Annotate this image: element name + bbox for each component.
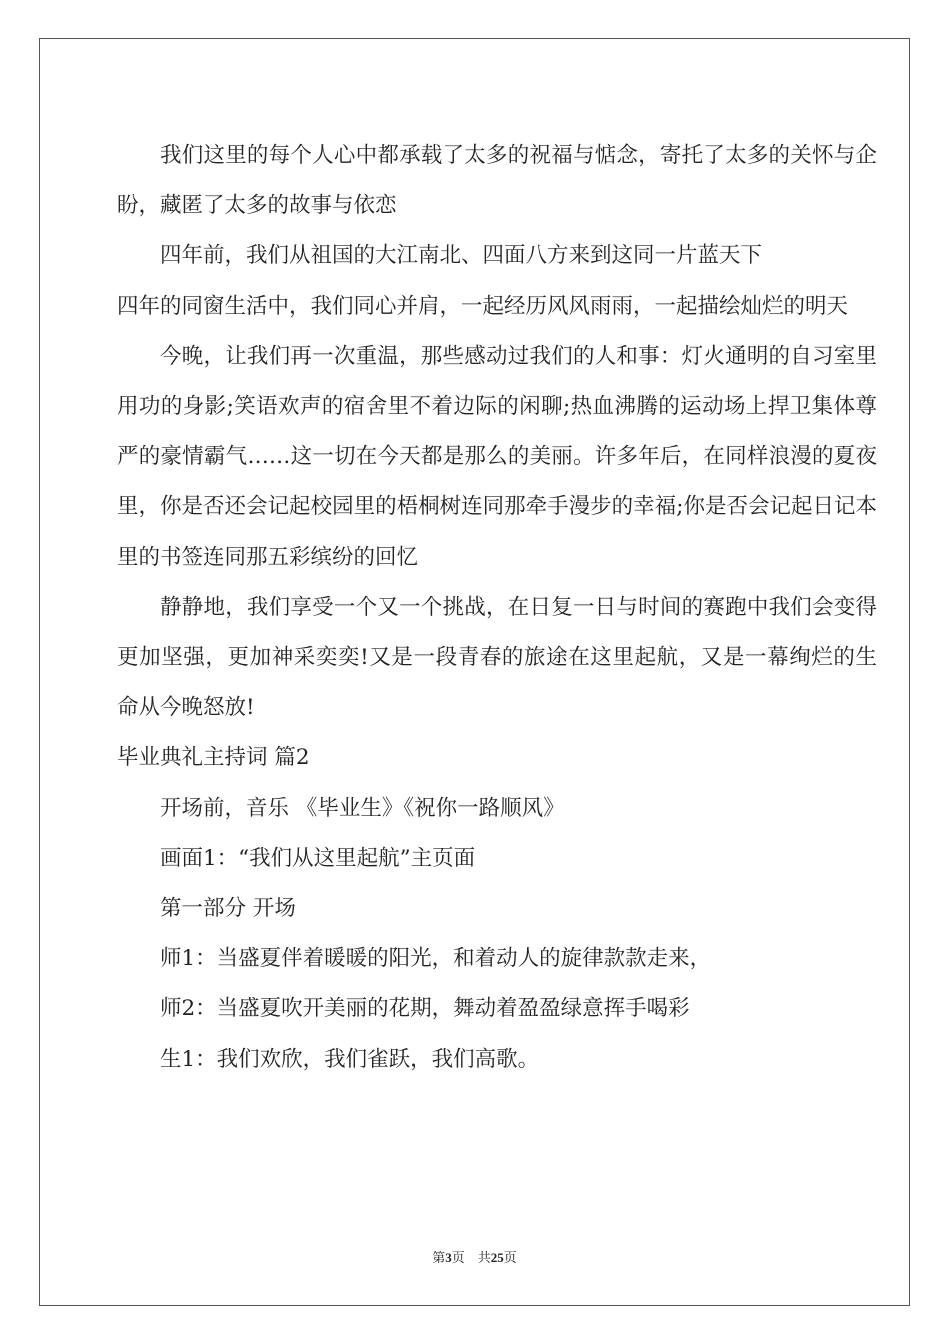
total-page-number: 25	[490, 1250, 504, 1265]
paragraph: 第一部分 开场	[160, 896, 296, 922]
paragraph: 我们这里的每个人心中都承载了太多的祝福与惦念，寄托了太多的关怀与企盼，藏匿了太多的故事与依恋	[117, 143, 877, 219]
page-prefix: 第	[432, 1251, 446, 1266]
paragraph: 生1：我们欢欣，我们雀跃，我们高歌。	[160, 1046, 540, 1072]
page-suffix: 页	[503, 1251, 517, 1266]
page-mid: 页 共	[451, 1251, 491, 1266]
page-number-footer	[40, 1247, 909, 1266]
paragraph: 师1：当盛夏伴着暖暖的阳光，和着动人的旋律款款走来，	[160, 946, 712, 972]
document-body	[117, 131, 877, 1085]
paragraph: 四年前，我们从祖国的大江南北、四面八方来到这同一片蓝天下	[160, 243, 763, 269]
paragraph: 今晚，让我们再一次重温，那些感动过我们的人和事：灯火通明的自习室里用功的身影;笑语欢声的宿舍里不着边际的闲聊;热血沸腾的运动场上捍卫集体尊严的豪情霸气……这一切在今天都是那么的美丽。许多年后，在同样浪漫的夏夜里，你是否还会记起校园里的梧桐树连同那牵手漫步的幸福;你是否会记起日记本里的书签连同那五彩缤纷的回忆	[117, 343, 877, 570]
section-heading: 毕业典礼主持词 篇2	[117, 745, 310, 771]
document-page	[39, 38, 910, 1306]
paragraph: 画面1：“我们从这里起航”主页面	[160, 845, 476, 871]
paragraph: 师2：当盛夏吹开美丽的花期，舞动着盈盈绿意挥手喝彩	[160, 996, 690, 1022]
paragraph: 静静地，我们享受一个又一个挑战，在日复一日与时间的赛跑中我们会变得更加坚强，更加神采奕奕!又是一段青春的旅途在这里起航，又是一幕绚烂的生命从今晚怒放!	[117, 594, 877, 721]
paragraph: 开场前，音乐 《毕业生》《祝你一路顺风》	[160, 795, 565, 821]
current-page-number: 3	[445, 1250, 452, 1265]
paragraph: 四年的同窗生活中，我们同心并肩，一起经历风风雨雨，一起描绘灿烂的明天	[117, 293, 849, 319]
